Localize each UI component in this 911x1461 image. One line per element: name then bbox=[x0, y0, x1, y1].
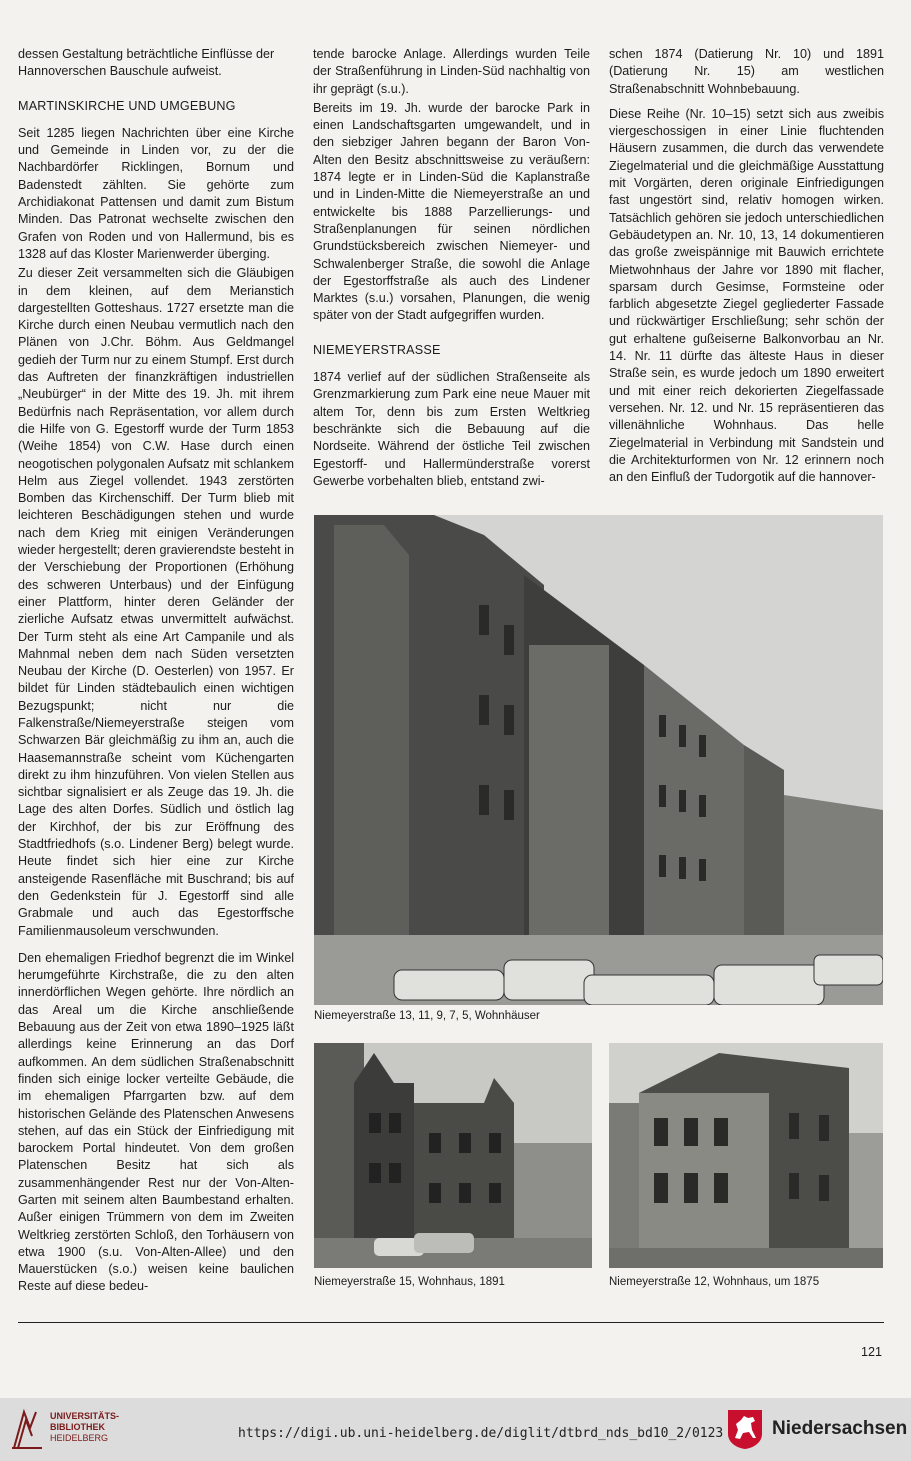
photo-niemeyerstrasse-row bbox=[314, 515, 883, 1005]
text-column-2 bbox=[313, 46, 590, 490]
paragraph: tende barocke Anlage. Allerdings wurden Teile der Straßenführung in Linden-Süd nachhaltig von ihr geprägt (s.u.). bbox=[313, 47, 590, 96]
niedersachsen-horse-icon bbox=[726, 1408, 764, 1450]
viewer-footer bbox=[0, 1398, 911, 1461]
page-bottom-rule bbox=[18, 1322, 884, 1323]
photo-caption: Niemeyerstraße 12, Wohnhaus, um 1875 bbox=[609, 1276, 820, 1288]
photo-caption: Niemeyerstraße 13, 11, 9, 7, 5, Wohnhäuser bbox=[314, 1010, 540, 1022]
paragraph: 1874 verlief auf der südlichen Straßenseite als Grenzmarkierung zum Park eine neue Mauer mit altem Tor, denn bis zum Ersten Weltkrieg beschränkte sich die Bebauung auf die Nordseite. Während der östliche Teil zwischen Egestorff- und Hallermünderstraße vorerst Gewerbe vorbehalten blieb, entstand zwi- bbox=[313, 370, 590, 488]
section-heading-martinskirche: MARTINSKIRCHE UND UMGEBUNG bbox=[18, 98, 236, 113]
document-url-link[interactable]: https://digi.ub.uni-heidelberg.de/diglit/dtbrd_nds_bd10_2/0123 bbox=[238, 1426, 724, 1441]
paragraph: Zu dieser Zeit versammelten sich die Gläubigen in dem kleinen, auf dem Merianstich dargestellten Gotteshaus. 1727 ersetzte man die Kirche durch einen Neubau vermutlich nach den Plänen von J.Chr. Böhm. Aus Geldmangel gedieh der Turm nur zu einem Stumpf. Erst durch das Auftreten der finanzkräftigen industriellen „Neubürger“ in der Mitte des 19. Jh. mit ihrem Bedürfnis nach Repräsentation, vor allem durch die Hilfe von G. Egestorff wurde der Turm 1853 (Weihe 1854) von C.W. Hase durch einen neogotischen polygonalen Aufsatz mit schlankem Helm aus Ziegel vollendet. 1943 zerstörten Bomben das Kirchenschiff. Der Turm blieb mit leichteren Beschädigungen stehen und wurde nach dem Krieg mit einigen Veränderungen wieder hergestellt; deren gravierendste besteht in der Verschiebung der Proportionen (Erhöhung des schweren Unterbaus) und der Einfügung einer Plattform, hinter deren Geländer der zierliche Aufsatz etwas unvermittelt aufwächst. Der Turm steht als eine Art Campanile und als Mahnmal neben dem nach Süden versetzten Neubau der Kirche (D. Oesterlen) von 1957. Er bildet für Linden städtebaulich einen wichtigen Bezugspunkt; nicht nur die Falkenstraße/Niemeyerstraße steigen vom Schwarzen Bär gleichmäßig zu ihm an, auch die Haasemannstraße scheint vom Küchengarten direkt zu ihm hinzuführen. Von vielen Stellen aus sichtbar signalisiert er als Zeuge das 19. Jh. die Lage des alten Dorfes. Südlich und östlich lag der Kirchhof, der bis zur Eröffnung des Stadtfriedhofs (s.o. Lindener Berg) belegt wurde. Heute findet sich hier eine zur Kirche ansteigende Rasenfläche mit Buschrand; bis auf den Gedenkstein für J. Egestorff sind alle Grabmale und auch das Egestorffsche Familienmausoleum verschwunden. bbox=[18, 266, 294, 938]
photo-caption: Niemeyerstraße 15, Wohnhaus, 1891 bbox=[314, 1276, 505, 1288]
paragraph: Den ehemaligen Friedhof begrenzt die im Winkel herumgeführte Kirchstraße, die zu den alten innerdörflichen Wegen gehörte. Ihre nördlich an das Areal um die Kirche anschließende Bebauung aus der Zeit von etwa 1890–1925 läßt allerdings keine Erinnerung an das Dorf aufkommen. An dem südlichen Straßenabschnitt finden sich einige locker verteilte Gebäude, die im ehemaligen Pfarrgarten bzw. auf dem historischen Gelände des Platenschen Anwesens stehen, auf das ein Stück der Einfriedigung mit barockem Portal hindeutet. Von dem großen Platenschen Besitz hat sich als zusammenhängender Rest nur der Von-Alten-Garten mit seinem alten Baumbestand erhalten. Außer einigen Trümmern von dem im Zweiten Weltkrieg zerstörten Schloß, den Torhäusern von etwa 1900 (s.u. Von-Alten-Allee) und den Mauerstücken (s.o.) weisen keine baulichen Reste auf diese bedeu- bbox=[18, 950, 294, 1294]
paragraph: Bereits im 19. Jh. wurde der barocke Park in einen Landschaftsgarten umgewandelt, und in den siebziger Jahren begann der Baron Von-Alten den Besitz abschnittsweise zu veräußern: 1874 legte er in Linden-Süd die Kaplanstraße und in Linden-Mitte die Niemeyerstraße an und entwickelte bis 1888 Parzellierungs- und Straßenplanungen für seinen nördlichen Grundstücksbereich zwischen Niemeyer- und Schwalenberger Straße, die sowohl die Anlage der Egestorffstraße als auch des Lindener Marktes (s.u.) vorsahen, Planungen, die wenig später von der Stadt aufgegriffen wurden. bbox=[313, 100, 590, 323]
text-column-3 bbox=[609, 46, 884, 486]
photo-niemeyerstrasse-12 bbox=[609, 1043, 883, 1268]
text-column-1 bbox=[18, 46, 294, 1296]
photo-niemeyerstrasse-15 bbox=[314, 1043, 592, 1268]
library-name: UNIVERSITÄTS- BIBLIOTHEK HEIDELBERG bbox=[50, 1411, 120, 1443]
paragraph: schen 1874 (Datierung Nr. 10) und 1891 (Datierung Nr. 15) am westlichen Straßenabschnitt Wohnbebauung. bbox=[609, 47, 884, 96]
section-heading-niemeyerstrasse: NIEMEYERSTRASSE bbox=[313, 342, 441, 357]
paragraph: Seit 1285 liegen Nachrichten über eine Kirche und Gemeinde in Linden vor, zu der die Nachbardörfer Ricklingen, Bornum und Badenstedt zählten. Sie gehörte zum Archidiakonat Pattensen und damit zum Bistum Minden. Das Patronat wechselte zwischen den Grafen von Roden und von Hallermund, bis es 1328 auf das Kloster Marienwerder überging. bbox=[18, 125, 294, 261]
paragraph: dessen Gestaltung beträchtliche Einflüsse der Hannoverschen Bauschule aufweist. bbox=[18, 47, 275, 79]
heidelberg-library-logo-icon bbox=[10, 1406, 46, 1452]
page-number: 121 bbox=[860, 1345, 882, 1359]
state-name: Niedersachsen bbox=[772, 1418, 908, 1439]
paragraph: Diese Reihe (Nr. 10–15) setzt sich aus zweibis viergeschossigen in einer Linie fluchtenden Häusern zusammen, die durch das verwendete Ziegelmaterial und die gleichmäßige Ausstattung mit Vorgärten, deren originale Einfriedigungen fast ungestört sind, relativ homogen wirken. Tatsächlich gehören sie jedoch unterschiedlichen Gebäudetypen an. Nr. 10, 13, 14 dokumentieren das große zweispännige mit Bauwich errichtete Mietwohnhaus der Jahre vor 1890 mit flacher, sparsam durch Gesimse, Formsteine oder farblich abgesetzte Ziegel gegliederter Fassade und rückwärtiger Erschließung; sehr schön der gut erhaltene gußeiserne Balkonvorbau an Nr. 14. Nr. 11 dürfte das älteste Haus in dieser Straße sein, es wurde jedoch um 1890 erweitert und mit einer reich dekorierten Ziegelfassade versehen. Nr. 12. und Nr. 15 repräsentieren das villenähnliche Wohnhaus. Das helle Ziegelmaterial in Verbindung mit Sandstein und die Architekturformen von Nr. 12 erinnern noch an den Einfluß der Tudorgotik auf die hannover- bbox=[609, 106, 884, 485]
